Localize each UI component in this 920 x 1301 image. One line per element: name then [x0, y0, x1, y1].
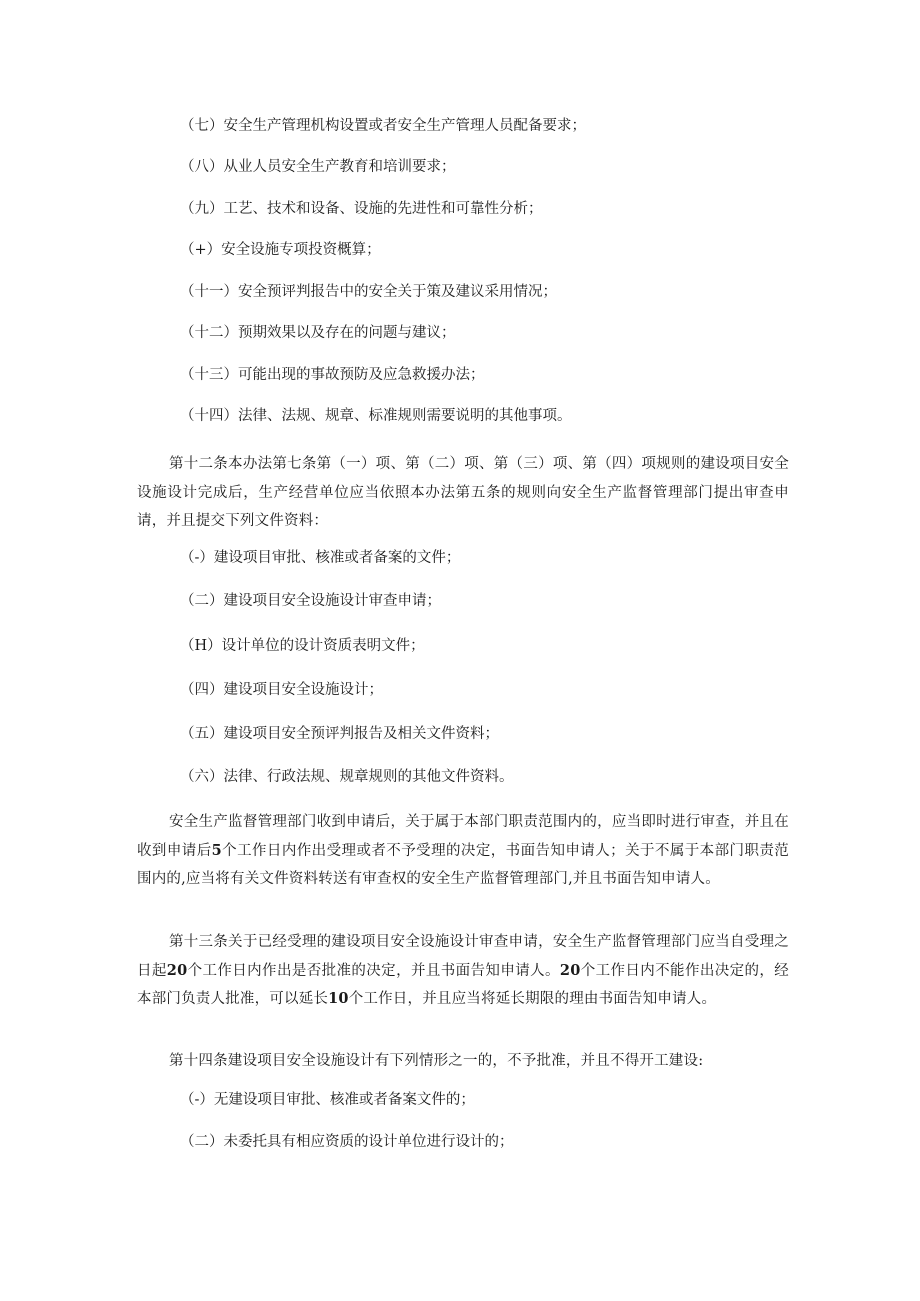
article-12-paragraph: 第十二条本办法第七条第（一）项、第（二）项、第（三）项、第（四）项规则的建设项目安全设施设计完成后，生产经营单位应当依照本办法第五条的规则向安全生产监督管理部门提出审查申请，并且提交下列文件资料：: [137, 456, 789, 529]
article-13-paragraph: [137, 928, 789, 1014]
list-item-13: （十三）可能出现的事故预防及应急救援办法；: [180, 367, 485, 383]
art13-text-3: 个工作日内不能作出决定的，经本部门负责人批准，可以延长: [137, 962, 789, 1007]
list-item-14: （十四）法律、法规、规章、标准规则需要说明的其他事项。: [180, 408, 572, 424]
art13-days-number-1: 20: [166, 961, 188, 979]
reject-item-2: （二）未委托具有相应资质的设计单位进行设计的；: [180, 1134, 514, 1150]
doc-item-5: （五）建设项目安全预评判报告及相关文件资料；: [180, 726, 499, 742]
list-item-10: （+）安全设施专项投资概算；: [180, 242, 381, 258]
review-days-number: 5: [211, 841, 222, 859]
list-item-12: （十二）预期效果以及存在的问题与建议；: [180, 325, 456, 341]
doc-item-3: （H）设计单位的设计资质表明文件；: [180, 638, 425, 654]
doc-item-4: （四）建设项目安全设施设计；: [180, 682, 383, 698]
list-item-7: （七）安全生产管理机构设置或者安全生产管理人员配备要求；: [180, 118, 586, 134]
review-text-2: 个工作日内作出受理或者不予受理的决定，书面告知申请人；关于不属于本部门职责范围内的,应当将有关文件资料转送有审查权的安全生产监督管理部门,并且书面告知申请人。: [137, 842, 789, 887]
list-item-11: （十一）安全预评判报告中的安全关于策及建议采用情况；: [180, 284, 557, 300]
art13-text-2: 个工作日内作出是否批准的决定，并且书面告知申请人。: [187, 962, 560, 979]
review-text-1: 安全生产监督管理部门收到申请后，关于属于本部门职责范围内的，应当即时进行审查，并且在收到申请后: [137, 814, 789, 859]
review-procedure-paragraph: [137, 808, 789, 894]
list-item-9: （九）工艺、技术和设备、设施的先进性和可靠性分析；: [180, 201, 543, 217]
reject-item-1: （-）无建设项目审批、核准或者备案文件的；: [180, 1092, 475, 1108]
doc-item-2: （二）建设项目安全设施设计审查申请；: [180, 593, 441, 609]
art13-days-number-2: 20: [559, 961, 581, 979]
art13-days-number-3: 10: [328, 990, 349, 1007]
art13-text-4: 个工作日，并且应当将延长期限的理由书面告知申请人。: [348, 991, 717, 1007]
article-14-paragraph: 第十四条建设项目安全设施设计有下列情形之一的，不予批准，并且不得开工建设:: [169, 1053, 704, 1069]
art13-text-1: 第十三条关于已经受理的建设项目安全设施设计审查申请，安全生产监督管理部门应当自受理之日起: [137, 934, 789, 979]
doc-item-6: （六）法律、行政法规、规章规则的其他文件资料。: [180, 769, 514, 785]
doc-item-1: （-）建设项目审批、核准或者备案的文件；: [180, 550, 461, 566]
list-item-8: （八）从业人员安全生产教育和培训要求；: [180, 159, 456, 175]
